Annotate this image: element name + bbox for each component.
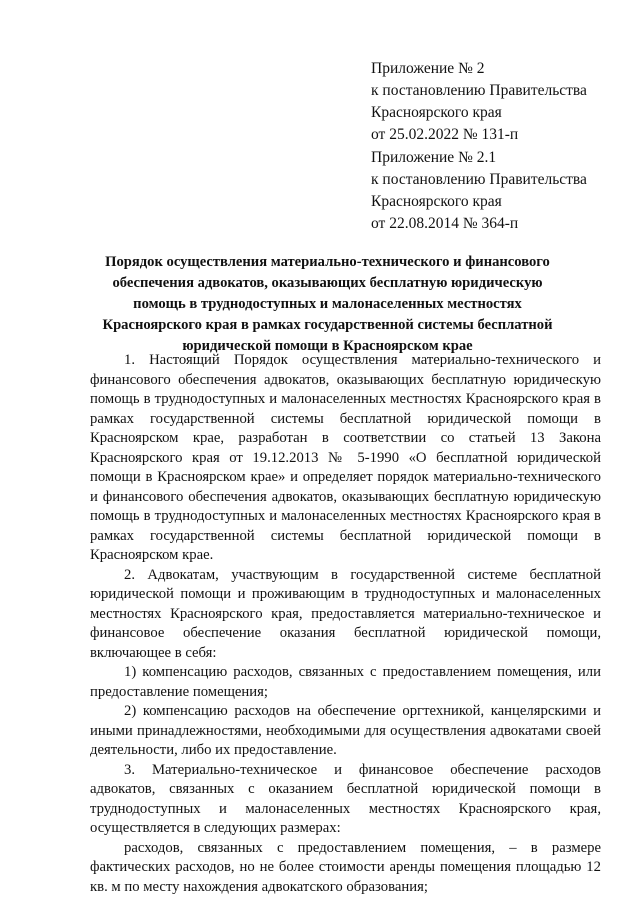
appendix-2-region: Красноярского края [371, 104, 502, 121]
appendix-2-1-date: от 22.08.2014 № 364-п [371, 215, 519, 232]
paragraph-3: 3. Материально-техническое и финансовое обеспечение расходов адвокатов, связанных с оказанием бесплатной юридической помощи в труднодоступных и малонаселенных местностях Красноярского края, осуществляется в следующих размерах: [90, 761, 601, 836]
list-item-1: 1) компенсацию расходов, связанных с предоставлением помещения, или предоставление помещения; [90, 664, 601, 700]
document-body [90, 351, 601, 897]
appendix-2-1-region: Красноярского края [371, 193, 502, 210]
appendix-2-header [371, 58, 631, 146]
appendix-2-resolution: к постановлению Правительства [371, 82, 587, 99]
appendix-2-1-resolution: к постановлению Правительства [371, 171, 587, 188]
title-line: обеспечения адвокатов, оказывающих бесплатную юридическую [112, 275, 543, 291]
appendix-2-date: от 25.02.2022 № 131-п [371, 126, 519, 143]
appendix-2-1-number: Приложение № 2.1 [371, 149, 497, 166]
paragraph-2: 2. Адвокатам, участвующим в государственной системе бесплатной юридической помощи и проживающим в труднодоступных и малонаселенных местностях Красноярского края, предоставляется материально-техническое и финансовое обеспечение оказания бесплатной юридической помощи, включающее в себя: [90, 566, 601, 661]
paragraph-3-item: расходов, связанных с предоставлением помещения, – в размере фактических расходов, но не более стоимости аренды помещения площадью 12 кв. м по месту нахождения адвокатского образования; [90, 839, 601, 895]
appendix-2-1-header [371, 147, 631, 235]
paragraph-1: 1. Настоящий Порядок осуществления материально-технического и финансового обеспечения адвокатов, оказывающих бесплатную юридическую помощь в труднодоступных и малонаселенных местностях Красноярского края в рамках государственной системы бесплатной юридической помощи в Красноярском крае, разработан в соответствии со статьей 13 Закона Красноярского края от 19.12.2013 № 5-1990 «О бесплатной юридической помощи в Красноярском крае» и определяет порядок материально-технического и финансового обеспечения адвокатов, оказывающих бесплатную юридическую помощь в труднодоступных и малонаселенных местностях Красноярского края в рамках государственной системы бесплатной юридической помощи в Красноярском крае. [90, 352, 601, 563]
document-title [60, 252, 595, 357]
list-item-2: 2) компенсацию расходов на обеспечение оргтехникой, канцелярскими и иными принадлежностями, необходимыми для осуществления адвокатами своей деятельности, либо их предоставление. [90, 703, 601, 758]
title-line: помощь в труднодоступных и малонаселенных местностях [133, 296, 522, 312]
title-line: юридической помощи в Красноярском крае [182, 338, 473, 354]
title-line: Порядок осуществления материально-технического и финансового [105, 254, 550, 270]
appendix-2-number: Приложение № 2 [371, 60, 485, 77]
title-line: Красноярского края в рамках государственной системы бесплатной [102, 317, 553, 333]
